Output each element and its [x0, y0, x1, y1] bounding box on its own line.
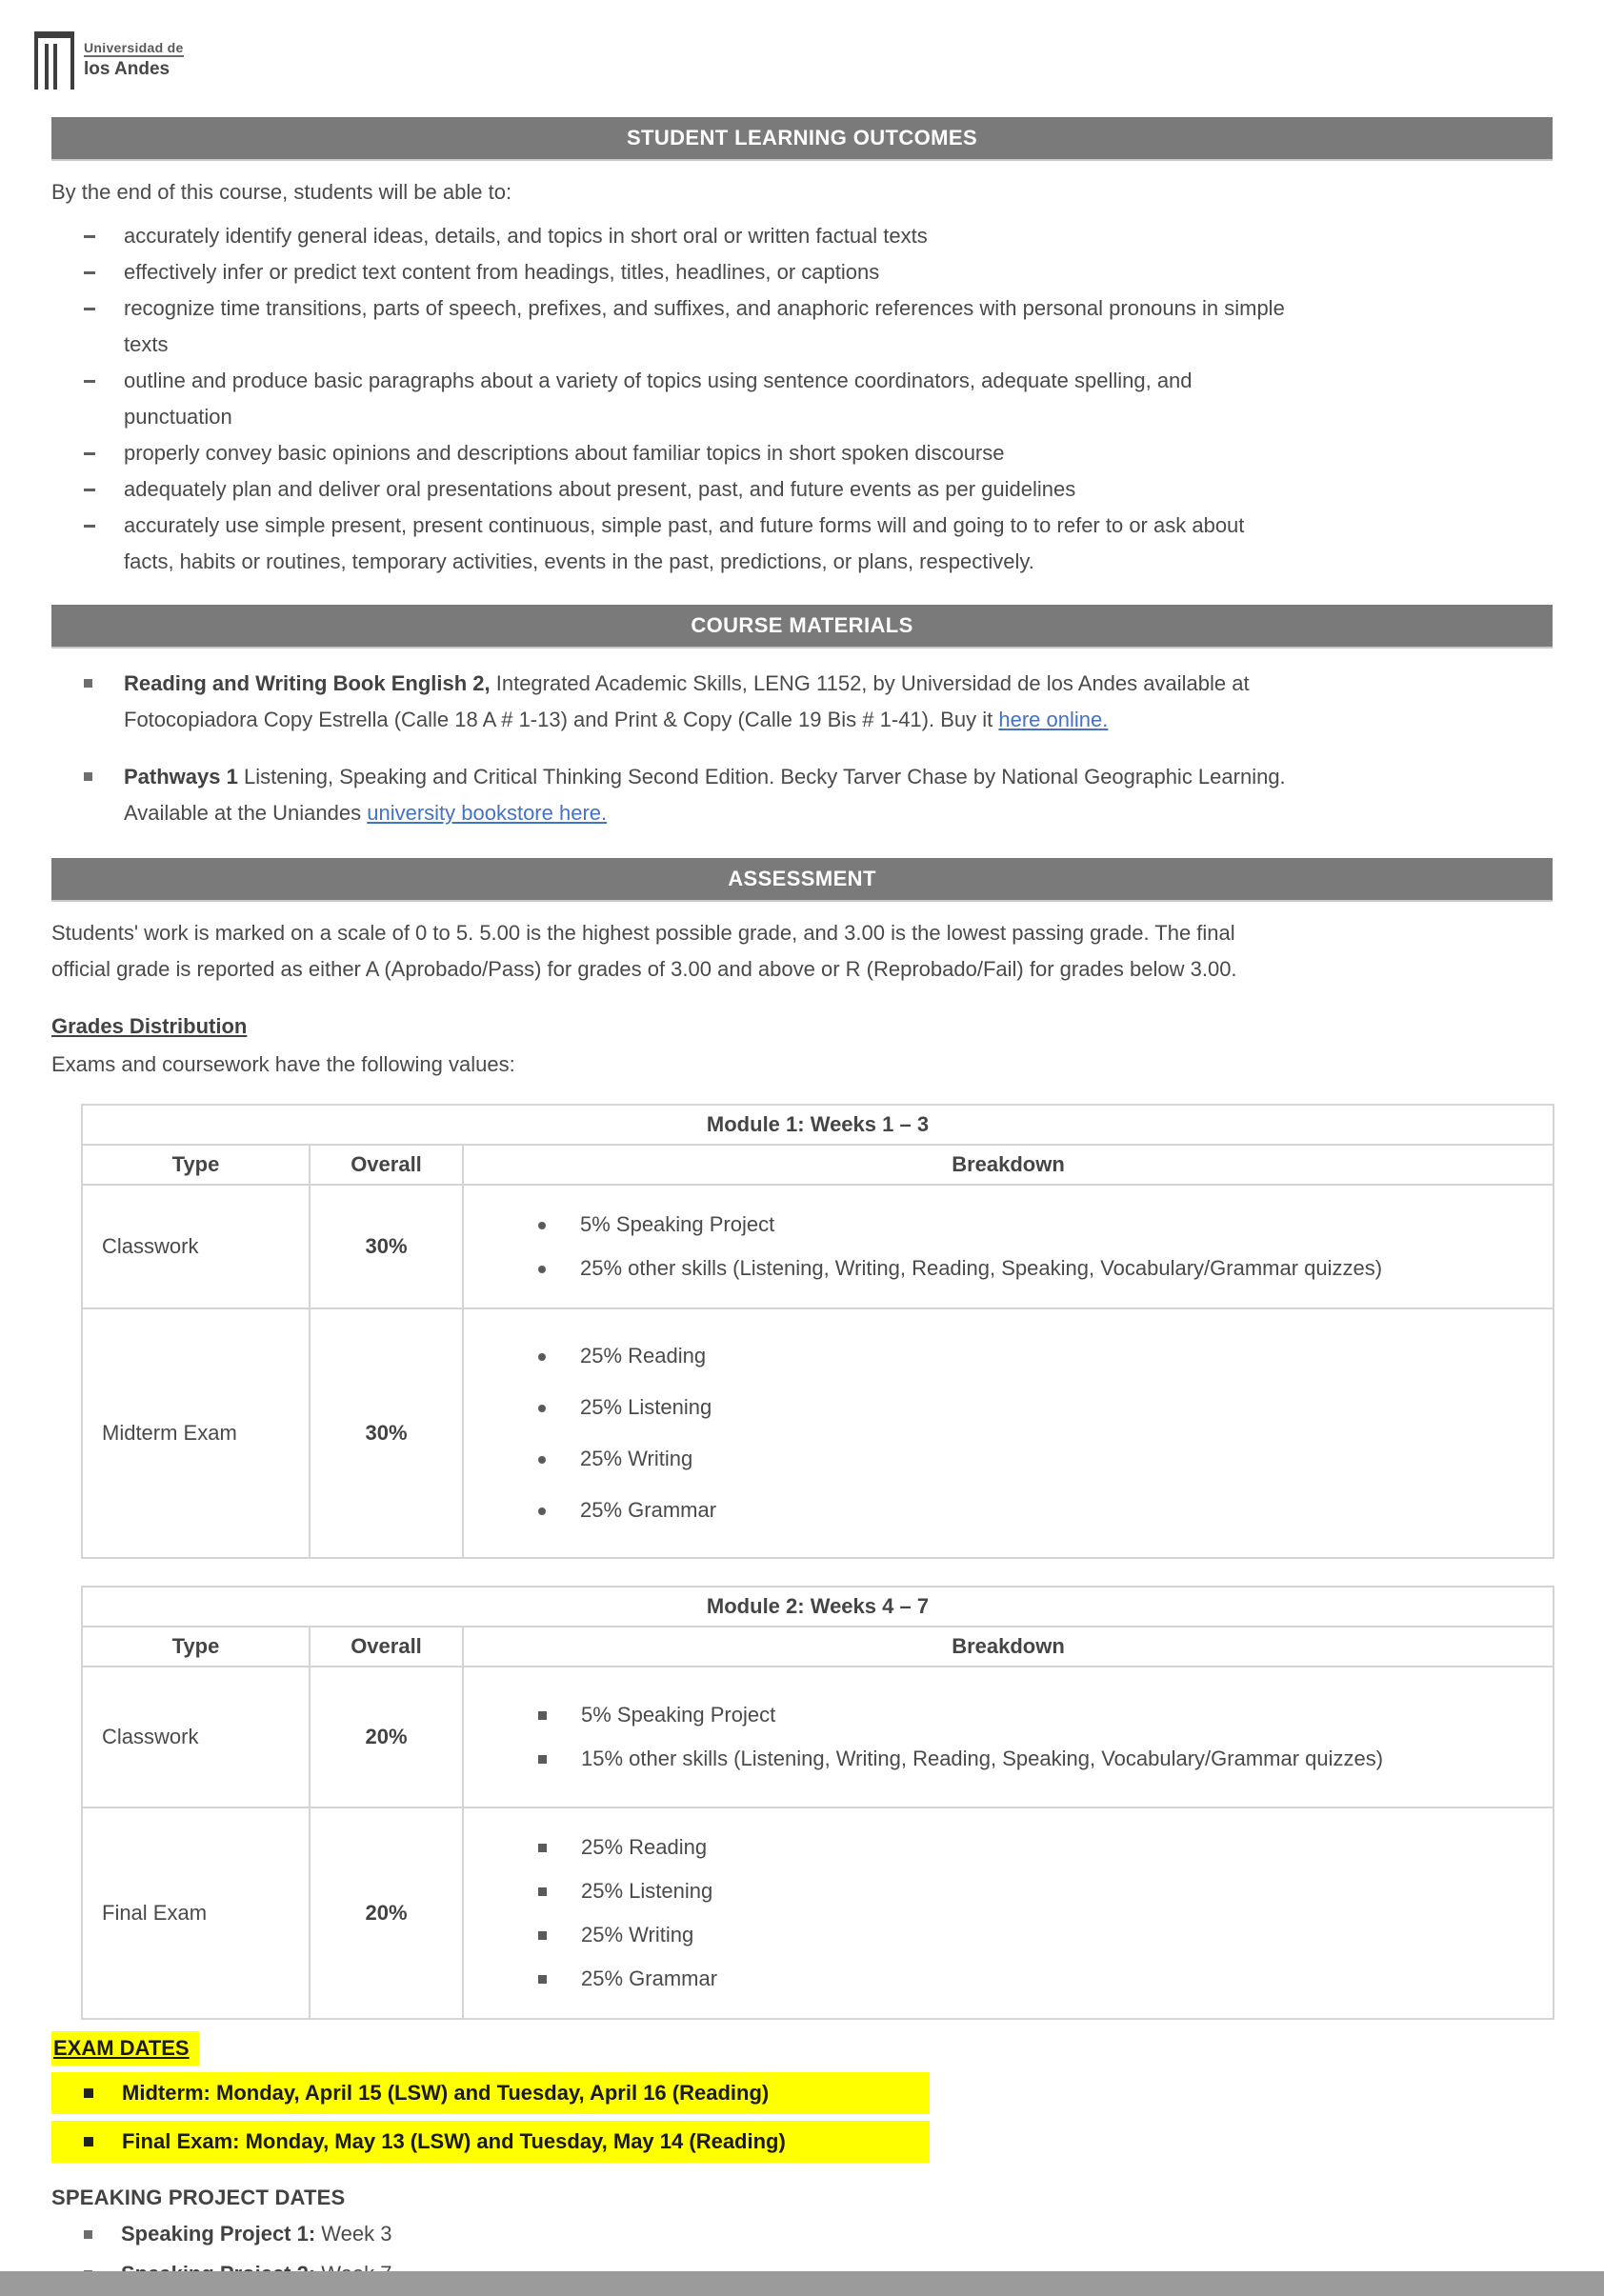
slo-item — [51, 290, 1290, 363]
dot-bullet-icon — [538, 1353, 546, 1361]
slo-list — [51, 218, 1290, 580]
page-bottom-strip — [0, 2271, 1604, 2296]
exam-date-detail: Monday, April 15 (LSW) and Tuesday, April 16 (Reading) — [210, 2081, 770, 2105]
dot-bullet-icon — [538, 1405, 546, 1412]
breakdown-text: 25% Reading — [581, 1835, 708, 1859]
dash-bullet-icon — [84, 308, 95, 310]
slo-item — [51, 363, 1290, 435]
row-type: Midterm Exam — [82, 1308, 310, 1558]
exam-dates-heading: EXAM DATES — [51, 2031, 199, 2066]
grades-distribution-heading: Grades Distribution — [51, 1014, 248, 1038]
dash-bullet-icon — [84, 380, 95, 383]
slo-item — [51, 471, 1290, 508]
module1-title: Module 1: Weeks 1 – 3 — [82, 1105, 1554, 1145]
col-header-breakdown: Breakdown — [463, 1145, 1554, 1185]
dash-bullet-icon — [84, 452, 95, 455]
square-bullet-icon — [84, 2088, 93, 2098]
uniandes-logo-text — [84, 40, 184, 80]
row-breakdown — [463, 1308, 1554, 1558]
module1-title-row — [82, 1105, 1554, 1145]
module2-title-row — [82, 1587, 1554, 1627]
breakdown-item — [538, 1210, 1543, 1239]
square-bullet-icon — [84, 772, 92, 781]
col-header-overall: Overall — [310, 1627, 463, 1667]
materials-list — [51, 666, 1553, 831]
document-content — [0, 117, 1604, 2292]
table-row-midterm-exam — [82, 1308, 1554, 1558]
breakdown-text: 25% Listening — [580, 1395, 712, 1419]
dot-bullet-icon — [538, 1456, 546, 1464]
breakdown-item — [538, 1342, 1543, 1370]
row-type: Classwork — [82, 1185, 310, 1308]
logo-line-2: los Andes — [84, 55, 184, 80]
assessment-paragraph: Students' work is marked on a scale of 0 to 5. 5.00 is the highest possible grade, and 3.00 is the lowest passing grade. The final official grade is reported as either A (Aprobado/Pass) for grades of 3.00 and above or R (Reprobado/Fail) for grades below 3.00. — [51, 921, 1237, 981]
breakdown-item — [538, 1877, 1543, 1906]
bookstore-link[interactable]: university bookstore here. — [367, 801, 608, 825]
breakdown-item — [538, 1965, 1543, 1993]
material-book-detail: Integrated Academic Skills, LENG 1152, by Universidad de los Andes available at Fotocopiadora Copy Estrella (Calle 18 A # 1-13) and Print & Copy (Calle 19 Bis # 1-41). Buy it — [124, 671, 1250, 731]
row-overall: 20% — [310, 1807, 463, 2019]
speaking-project-dates-heading: SPEAKING PROJECT DATES — [51, 2186, 346, 2209]
breakdown-text: 25% Writing — [580, 1447, 693, 1470]
breakdown-item — [538, 1445, 1543, 1473]
speaking-project-item — [51, 2216, 1553, 2252]
row-overall: 30% — [310, 1308, 463, 1558]
row-overall: 30% — [310, 1185, 463, 1308]
exam-date-detail: Monday, May 13 (LSW) and Tuesday, May 14 (Reading) — [239, 2129, 786, 2153]
slo-item-text: accurately use simple present, present continuous, simple past, and future forms will and going to to refer to or ask about facts, habits or routines, temporary activities, events in the past, predictions, or plans, respectively. — [124, 513, 1245, 573]
breakdown-text: 25% Reading — [580, 1344, 707, 1368]
breakdown-text: 25% Writing — [581, 1923, 694, 1947]
section-title-assessment: ASSESSMENT — [728, 867, 876, 890]
material-book-title: Pathways 1 — [124, 765, 238, 789]
square-bullet-icon — [84, 2137, 93, 2146]
dot-bullet-icon — [538, 1266, 546, 1273]
breakdown-item — [538, 1745, 1543, 1773]
module2-title: Module 2: Weeks 4 – 7 — [82, 1587, 1554, 1627]
col-header-breakdown: Breakdown — [463, 1627, 1554, 1667]
breakdown-item — [538, 1833, 1543, 1862]
section-header-assessment — [51, 858, 1553, 900]
square-bullet-icon — [538, 1975, 547, 1984]
breakdown-item — [538, 1393, 1543, 1422]
slo-item-text: properly convey basic opinions and descriptions about familiar topics in short spoken discourse — [124, 441, 1005, 465]
grades-distribution-intro: Exams and coursework have the following values: — [51, 1052, 515, 1076]
square-bullet-icon — [538, 1711, 547, 1720]
materials-item — [51, 666, 1305, 738]
square-bullet-icon — [538, 1931, 547, 1940]
module2-grades-table — [81, 1586, 1554, 2020]
breakdown-text: 25% Grammar — [580, 1498, 717, 1522]
slo-item — [51, 508, 1290, 580]
slo-item — [51, 435, 1290, 471]
table-row-classwork — [82, 1185, 1554, 1308]
section-title-slo: STUDENT LEARNING OUTCOMES — [626, 126, 978, 150]
breakdown-text: 25% Listening — [581, 1879, 713, 1903]
section-header-student-learning-outcomes — [51, 117, 1553, 159]
slo-item — [51, 254, 1290, 290]
section-header-course-materials — [51, 605, 1553, 647]
slo-intro: By the end of this course, students will be able to: — [51, 180, 512, 204]
exam-dates-section — [51, 2031, 1553, 2163]
row-breakdown — [463, 1807, 1554, 2019]
syllabus-page — [0, 29, 1604, 2296]
speaking-project-week: Week 3 — [315, 2222, 392, 2246]
slo-item-text: adequately plan and deliver oral presentations about present, past, and future events as per guidelines — [124, 477, 1076, 501]
exam-date-label: Final Exam: — [122, 2129, 240, 2153]
dash-bullet-icon — [84, 489, 95, 491]
material-book-detail: Listening, Speaking and Critical Thinking Second Edition. Becky Tarver Chase by National Geographic Learning. Available at the Uniandes — [124, 765, 1286, 825]
square-bullet-icon — [538, 1887, 547, 1896]
exam-date-text — [122, 2079, 769, 2107]
module1-header-row — [82, 1145, 1554, 1185]
breakdown-item — [538, 1701, 1543, 1729]
section-title-materials: COURSE MATERIALS — [691, 613, 913, 637]
slo-item-text: accurately identify general ideas, details, and topics in short oral or written factual texts — [124, 224, 928, 248]
row-breakdown — [463, 1185, 1554, 1308]
col-header-type: Type — [82, 1627, 310, 1667]
square-bullet-icon — [84, 2230, 92, 2239]
dash-bullet-icon — [84, 235, 95, 238]
speaking-project-label: Speaking Project 1: — [121, 2222, 316, 2246]
dash-bullet-icon — [84, 525, 95, 528]
uniandes-logo-icon — [34, 31, 74, 90]
square-bullet-icon — [538, 1755, 547, 1764]
breakdown-text: 5% Speaking Project — [581, 1703, 776, 1727]
dot-bullet-icon — [538, 1222, 546, 1229]
breakdown-item — [538, 1496, 1543, 1525]
square-bullet-icon — [538, 1844, 547, 1852]
col-header-type: Type — [82, 1145, 310, 1185]
module2-header-row — [82, 1627, 1554, 1667]
table-row-classwork — [82, 1667, 1554, 1807]
breakdown-text: 25% other skills (Listening, Writing, Reading, Speaking, Vocabulary/Grammar quizzes) — [580, 1256, 1383, 1280]
breakdown-text: 15% other skills (Listening, Writing, Reading, Speaking, Vocabulary/Grammar quizzes) — [581, 1747, 1384, 1770]
table-row-final-exam — [82, 1807, 1554, 2019]
exam-date-label: Midterm: — [122, 2081, 211, 2105]
slo-item — [51, 218, 1290, 254]
breakdown-text: 5% Speaking Project — [580, 1212, 775, 1236]
slo-item-text: recognize time transitions, parts of speech, prefixes, and suffixes, and anaphoric references with personal pronouns in simple texts — [124, 296, 1285, 356]
row-type: Classwork — [82, 1667, 310, 1807]
row-type: Final Exam — [82, 1807, 310, 2019]
materials-item — [51, 759, 1305, 831]
exam-date-item-final — [51, 2121, 930, 2163]
breakdown-item — [538, 1921, 1543, 1949]
dash-bullet-icon — [84, 271, 95, 274]
exam-date-item-midterm — [51, 2072, 930, 2114]
slo-item-text: effectively infer or predict text content from headings, titles, headlines, or captions — [124, 260, 880, 284]
slo-item-text: outline and produce basic paragraphs about a variety of topics using sentence coordinators, adequate spelling, and punctuation — [124, 369, 1193, 429]
module1-grades-table — [81, 1104, 1554, 1559]
col-header-overall: Overall — [310, 1145, 463, 1185]
logo-line-1: Universidad de — [84, 40, 184, 56]
exam-date-text — [122, 2127, 786, 2156]
dot-bullet-icon — [538, 1507, 546, 1515]
breakdown-text: 25% Grammar — [581, 1967, 718, 1990]
square-bullet-icon — [84, 679, 92, 688]
uniandes-logo — [34, 29, 1604, 91]
speaking-project-text — [121, 2216, 392, 2252]
breakdown-item — [538, 1254, 1543, 1283]
row-breakdown — [463, 1667, 1554, 1807]
material-book-title: Reading and Writing Book English 2, — [124, 671, 491, 695]
buy-online-link[interactable]: here online. — [998, 708, 1109, 731]
row-overall: 20% — [310, 1667, 463, 1807]
